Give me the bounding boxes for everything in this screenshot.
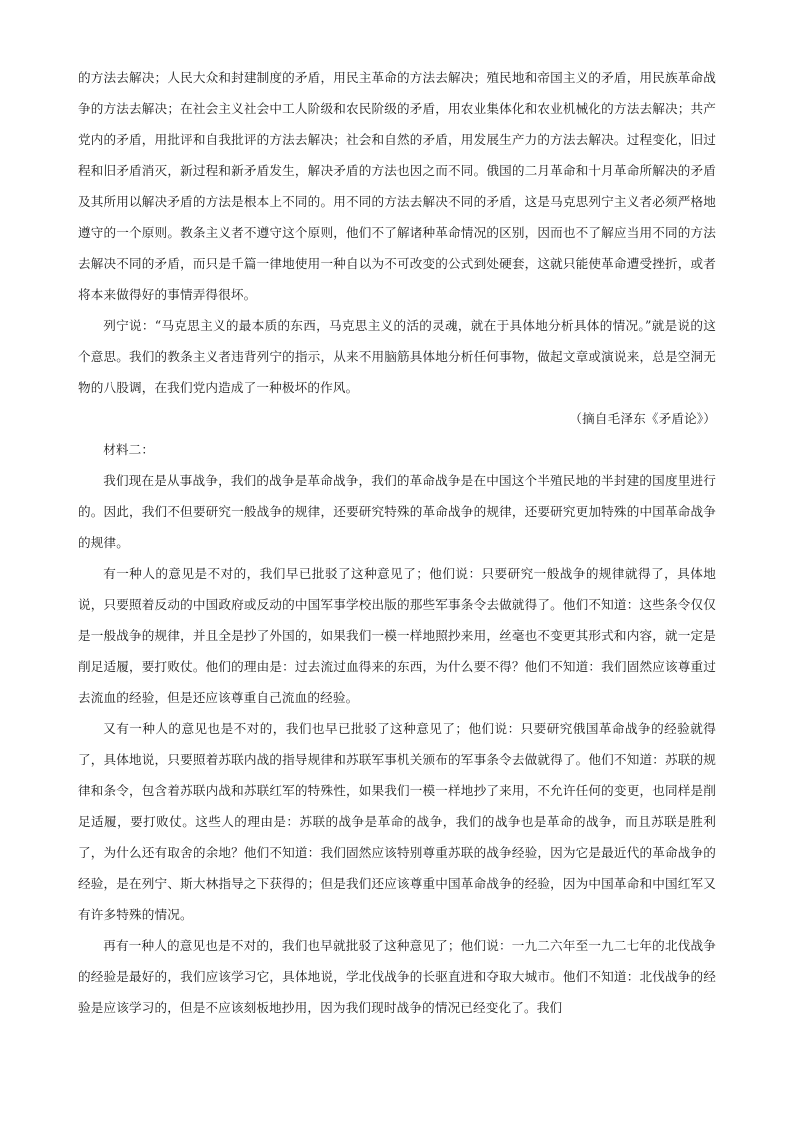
source-citation: （摘自毛泽东《矛盾论》） (569, 411, 716, 426)
paragraph-soviet-view: 又有一种人的意见也是不对的，我们也早已批驳了这种意见了；他们说：只要研究俄国革命战争的经验就得了，具体地说，只要照着苏联内战的指导规律和苏联军事机关颁布的军事条令去做就得了。他们不知道：苏联的规律和条令，包含着苏联内战和苏联红军的特殊性，如果我们一模一样地抄了来用，不允许任何的变更，也同样是削足适履，要打败仗。这些人的理由是：苏联的战争是革命的战争，我们的战争也是革命的战争，而且苏联是胜利了，为什么还有取舍的余地？他们不知道：我们固然应该特别尊重苏联的战争经验，因为它是最近代的革命战争的经验，是在列宁、斯大林指导之下获得的；但是我们还应该尊重中国革命战争的经验，因为中国革命和中国红军又有许多特殊的情况。 (78, 721, 716, 922)
paragraph-lenin-quote: 列宁说：“马克思主义的最本质的东西，马克思主义的活的灵魂，就在于具体地分析具体的情况。”就是说的这个意思。我们的教条主义者违背列宁的指示，从来不用脑筋具体地分析任何事物，做起文章或演说来，总是空洞无物的八股调，在我们党内造成了一种极坏的作风。 (78, 318, 716, 395)
paragraph-general-war-view: 有一种人的意见是不对的，我们早已批驳了这种意见了；他们说：只要研究一般战争的规律就得了，具体地说，只要照着反动的中国政府或反动的中国军事学校出版的那些军事条令去做就得了。他们不知道：这些条令仅仅是一般战争的规律，并且全是抄了外国的，如果我们一模一样地照抄来用，丝毫也不变更其形式和内容，就一定是削足适履，要打败仗。他们的理由是：过去流过血得来的东西，为什么要不得？他们不知道：我们固然应该尊重过去流血的经验，但是还应该尊重自己流血的经验。 (78, 566, 716, 705)
paragraph-revolutionary-war: 我们现在是从事战争，我们的战争是革命战争，我们的革命战争是在中国这个半殖民地的半封建的国度里进行的。因此，我们不但要研究一般战争的规律，还要研究特殊的革命战争的规律，还要研究更加特殊的中国革命战争的规律。 (78, 473, 716, 550)
paragraph-continuation: 的方法去解决；人民大众和封建制度的矛盾，用民主革命的方法去解决；殖民地和帝国主义的矛盾，用民族革命战争的方法去解决；在社会主义社会中工人阶级和农民阶级的矛盾，用农业集体化和农业机械化的方法去解决；共产党内的矛盾，用批评和自我批评的方法去解决；社会和自然的矛盾，用发展生产力的方法去解决。过程变化，旧过程和旧矛盾消灭，新过程和新矛盾发生，解决矛盾的方法也因之而不同。俄国的二月革命和十月革命所解决的矛盾及其所用以解决矛盾的方法是根本上不同的。用不同的方法去解决不同的矛盾，这是马克思列宁主义者必须严格地遵守的一个原则。教条主义者不遵守这个原则，他们不了解诸种革命情况的区别，因而也不了解应当用不同的方法去解决不同的矛盾，而只是千篇一律地使用一种自以为不可改变的公式到处硬套，这就只能使革命遭受挫折，或者将本来做得好的事情弄得很坏。 (78, 70, 716, 302)
material-two-label: 材料二： (103, 442, 155, 457)
paragraph-northern-expedition-view: 再有一种人的意见也是不对的，我们也早就批驳了这种意见了；他们说：一九二六年至一九二七年的北伐战争的经验是最好的，我们应该学习它，具体地说，学北伐战争的长驱直进和夺取大城市。他们不知道：北伐战争的经验是应该学习的，但是不应该刻板地抄用，因为我们现时战争的情况已经变化了。我们 (78, 938, 716, 1015)
